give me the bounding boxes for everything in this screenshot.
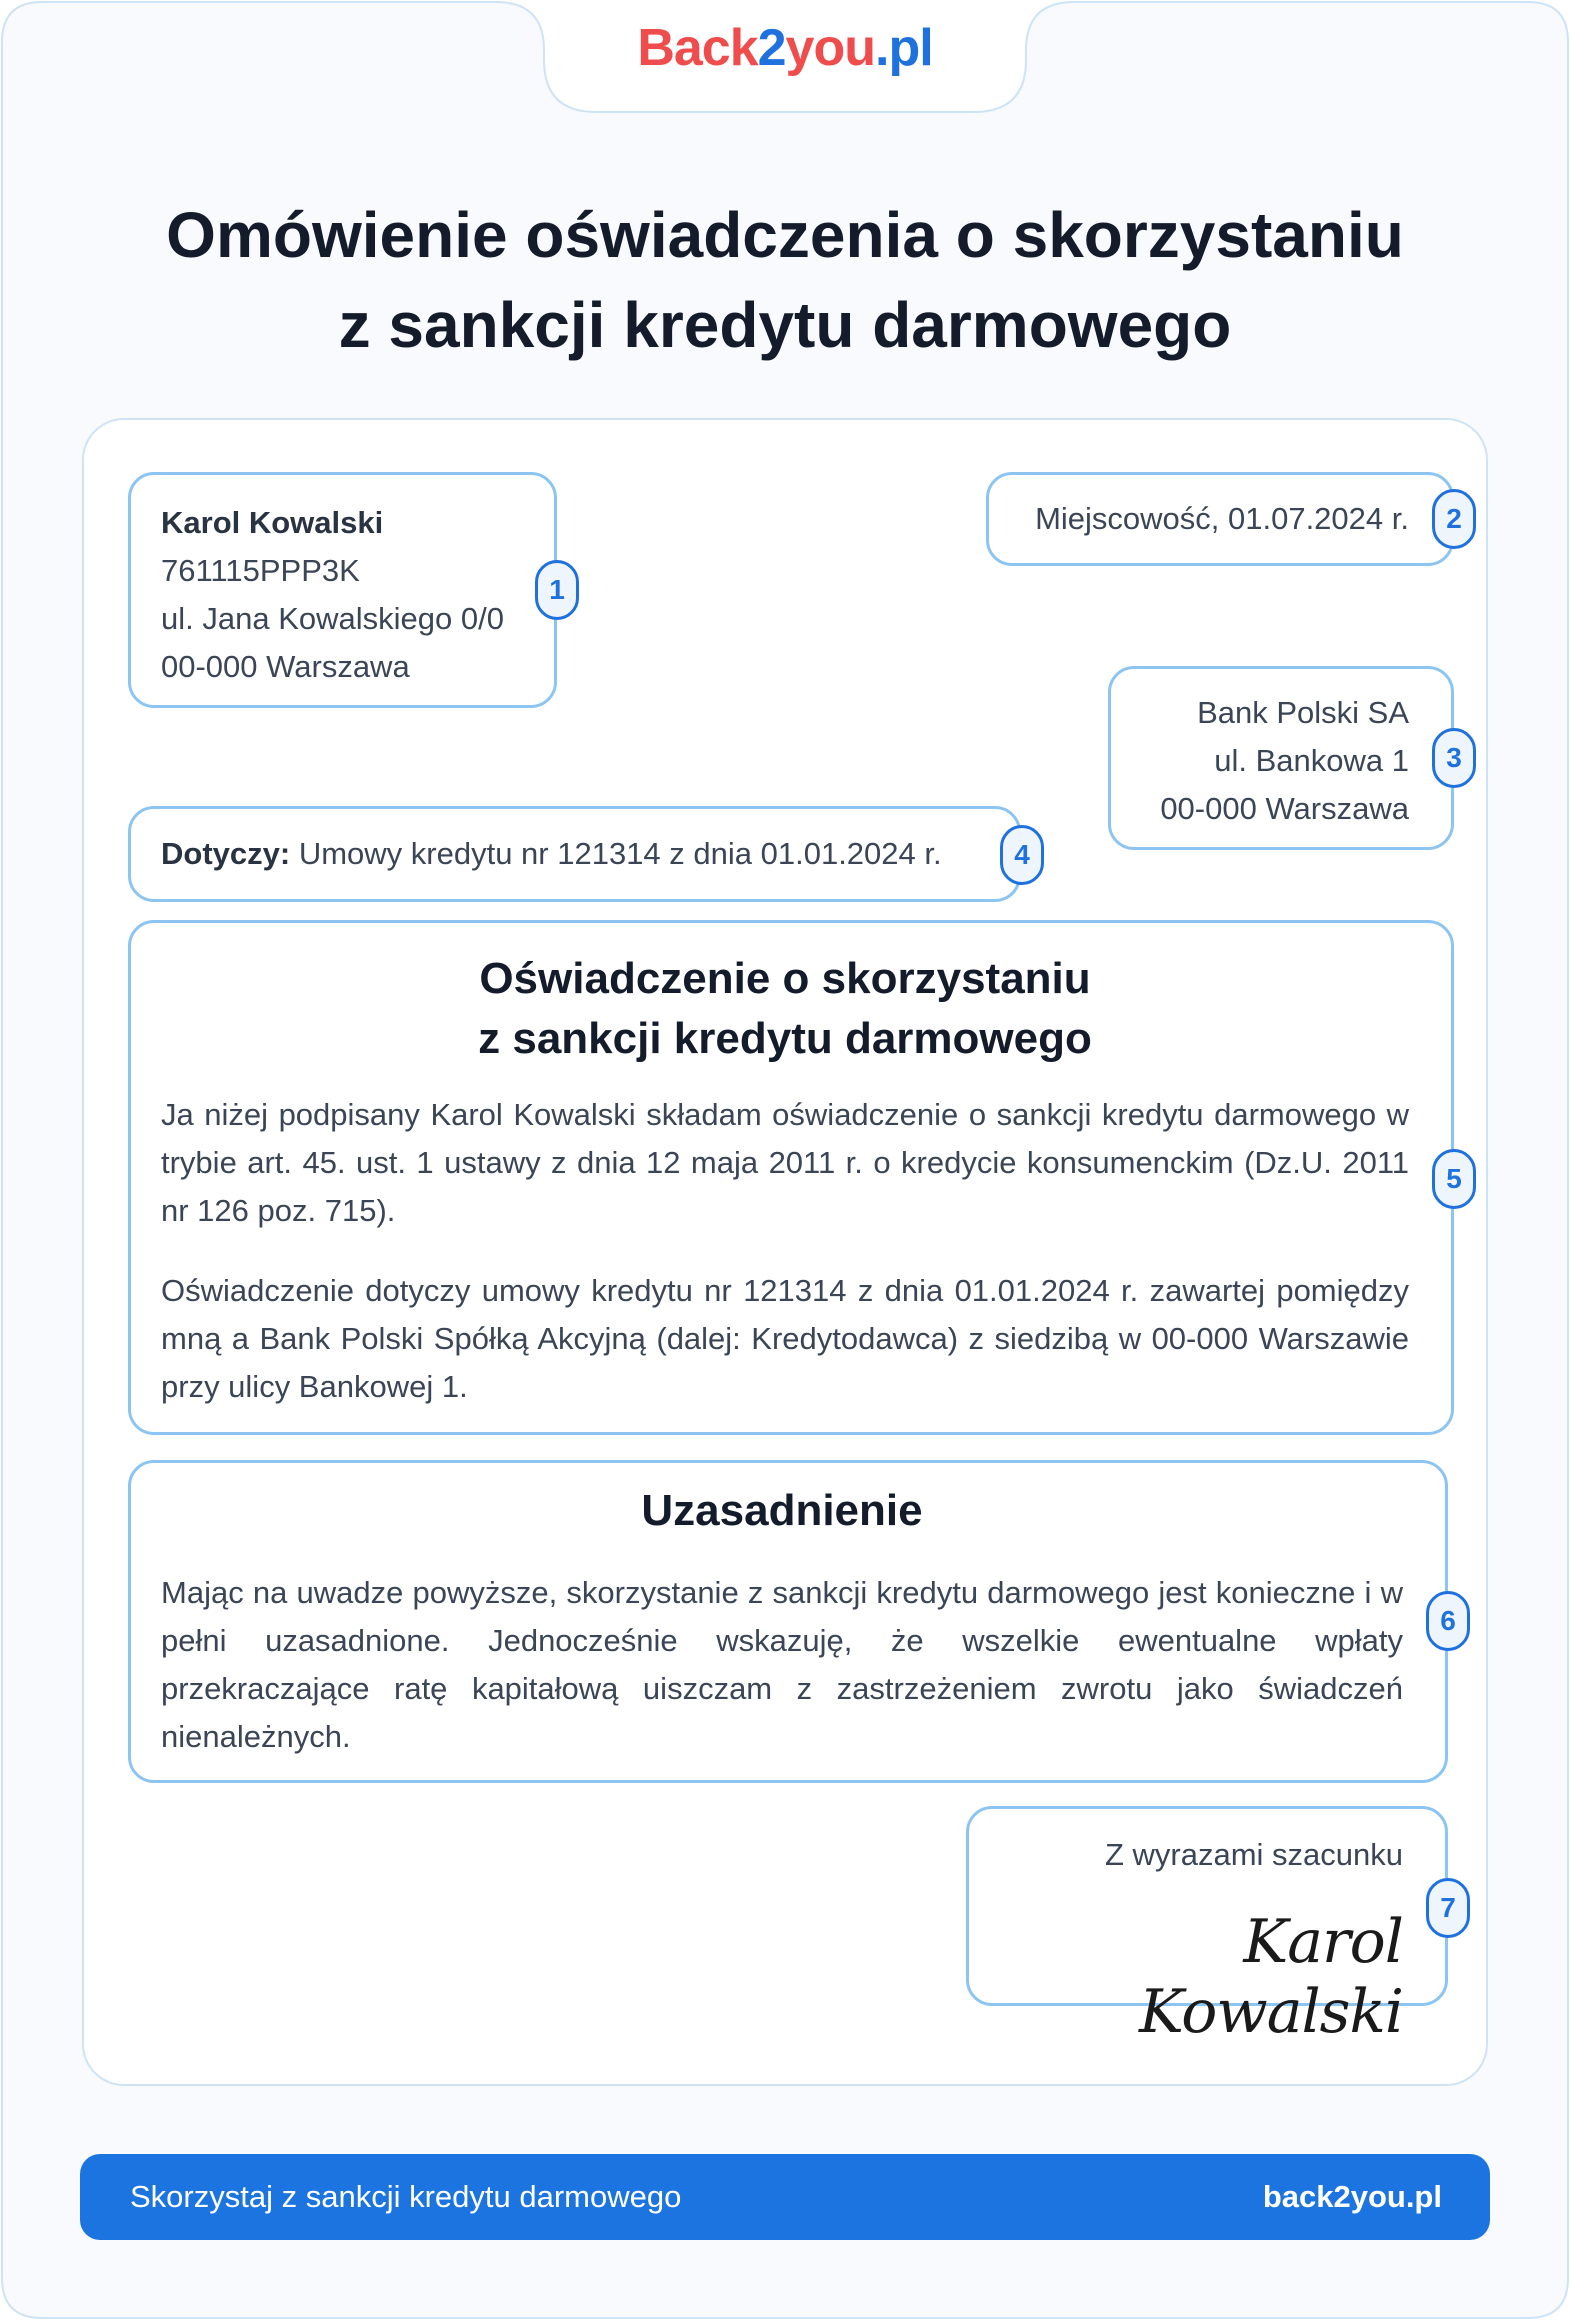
page-title (0, 190, 1570, 370)
page-title-line-1: Omówienie oświadczenia o skorzystaniu (166, 199, 1404, 271)
sender-id: 761115PPP3K (161, 553, 360, 588)
sender-city: 00-000 Warszawa (161, 649, 410, 684)
declaration-heading-line-1: Oświadczenie o skorzystaniu (479, 954, 1091, 1003)
declaration-heading (161, 949, 1409, 1069)
badge-1: 1 (535, 560, 579, 620)
recipient-city: 00-000 Warszawa (1160, 791, 1409, 826)
recipient-street: ul. Bankowa 1 (1214, 743, 1409, 778)
brand-logo[interactable] (0, 18, 1570, 78)
badge-6: 6 (1426, 1591, 1470, 1651)
declaration-paragraph-1: Ja niżej podpisany Karol Kowalski składam oświadczenie o sankcji kredytu darmowego w trybie art. 45. ust. 1 ustawy z dnia 12 maja 2011 r. o kredycie konsumenckim (Dz.U. 2011 nr 126 poz. 715). (161, 1097, 1409, 1228)
logo-part-you: you (785, 19, 875, 77)
closing-box (966, 1806, 1448, 2047)
badge-3: 3 (1432, 728, 1476, 788)
place-date-text: Miejscowość, 01.07.2024 r. (1035, 501, 1409, 536)
badge-7: 7 (1426, 1878, 1470, 1938)
page-title-line-2: z sankcji kredytu darmowego (338, 289, 1232, 361)
sender-street: ul. Jana Kowalskiego 0/0 (161, 601, 504, 636)
subject-box (128, 806, 1021, 902)
subject-text: Umowy kredytu nr 121314 z dnia 01.01.2024 r. (298, 836, 942, 871)
declaration-box (128, 920, 1454, 1435)
recipient-box (1108, 666, 1454, 850)
subject-label: Dotyczy: (161, 836, 291, 871)
badge-2: 2 (1432, 489, 1476, 549)
logo-part-2: 2 (757, 19, 786, 77)
place-date-box (986, 472, 1454, 566)
declaration-paragraph-2: Oświadczenie dotyczy umowy kredytu nr 121314 z dnia 01.01.2024 r. zawartej pomiędzy mną a Bank Polski Spółką Akcyjną (dalej: Kredytodawca) z siedzibą w 00-000 Warszawie przy ulicy Bankowej 1. (161, 1273, 1409, 1404)
footer-cta-link[interactable]: Skorzystaj z sankcji kredytu darmowego (130, 2179, 682, 2214)
signature: Karol Kowalski (1139, 1907, 1403, 2047)
recipient-name: Bank Polski SA (1197, 695, 1409, 730)
logo-part-back: Back (637, 19, 758, 77)
footer-bar[interactable] (80, 2154, 1490, 2240)
badge-4: 4 (1000, 825, 1044, 885)
closing-text: Z wyrazami szacunku (1104, 1837, 1403, 1872)
justification-box (128, 1460, 1448, 1783)
justification-paragraph: Mając na uwadze powyższe, skorzystanie z sankcji kredytu darmowego jest konieczne i w pełni uzasadnione. Jednocześnie wskazuję, że wszelkie ewentualne wpłaty przekraczające ratę kapitałową uiszczam z zastrzeżeniem zwrotu jako świadczeń nienależnych. (161, 1575, 1403, 1754)
badge-5: 5 (1432, 1149, 1476, 1209)
sender-name: Karol Kowalski (161, 505, 384, 540)
sender-box (128, 472, 557, 708)
justification-heading: Uzasadnienie (641, 1486, 923, 1535)
declaration-heading-line-2: z sankcji kredytu darmowego (478, 1014, 1092, 1063)
footer-site-link[interactable]: back2you.pl (1262, 2179, 1442, 2214)
logo-part-pl: .pl (875, 19, 933, 77)
